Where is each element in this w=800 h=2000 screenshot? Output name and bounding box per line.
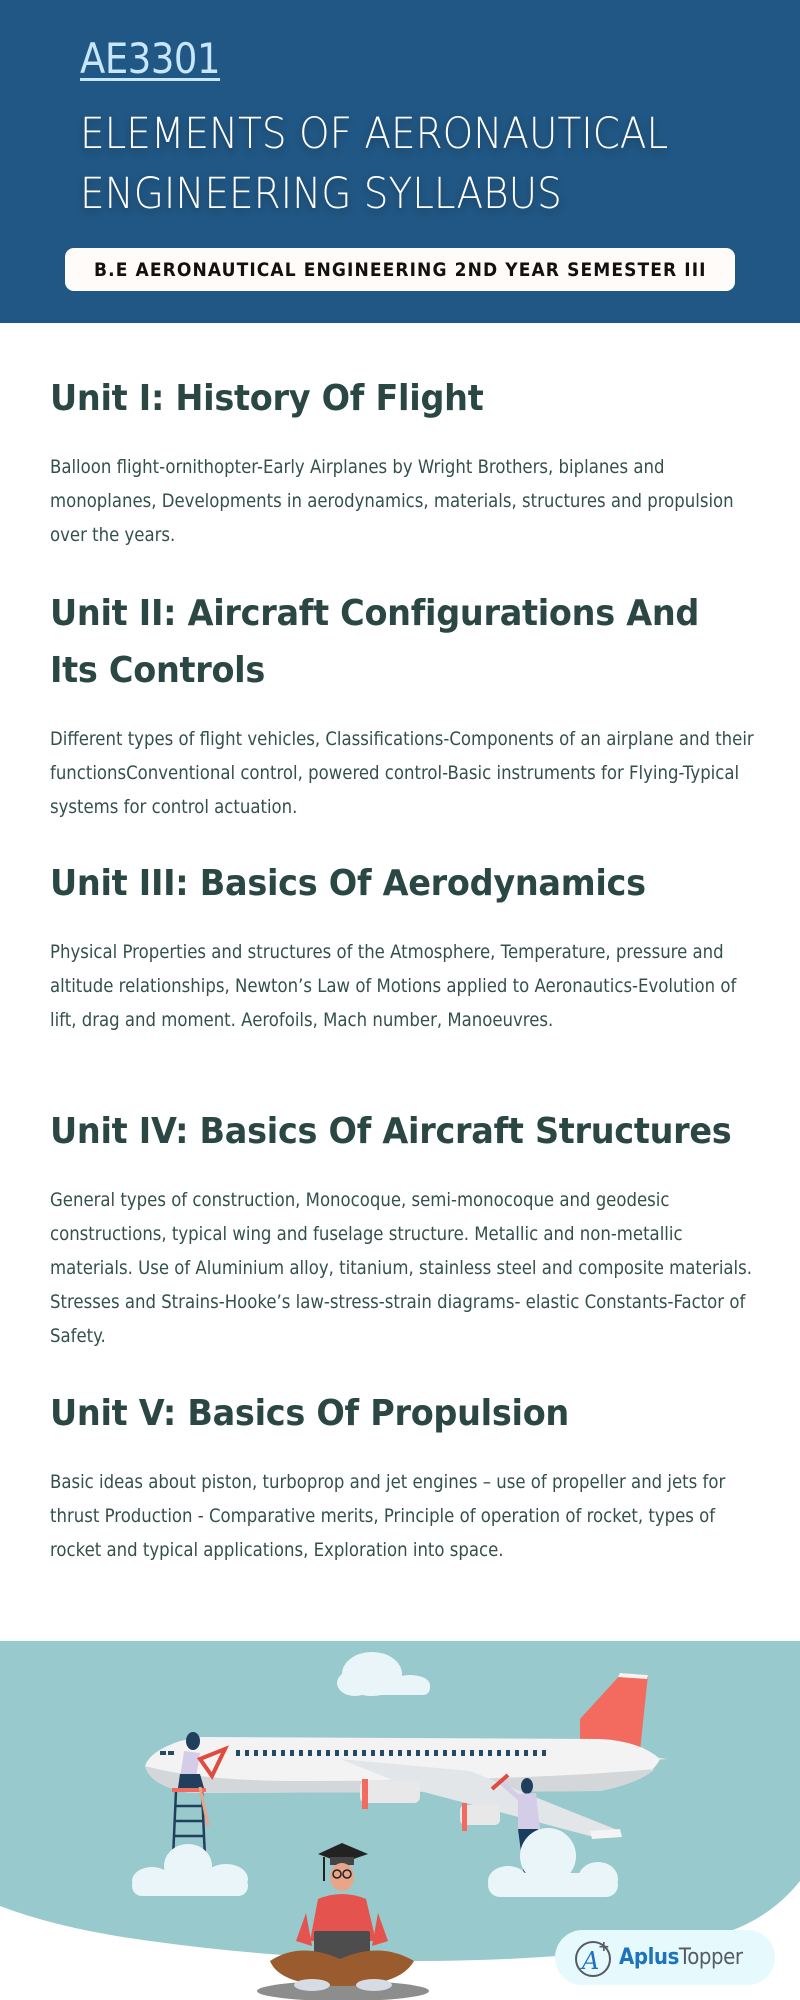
title-line-2: ENGINEERING SYLLABUS bbox=[80, 169, 562, 219]
unit-3-section bbox=[50, 855, 760, 1037]
unit-1-body: Balloon flight-ornithopter-Early Airplanes by Wright Brothers, biplanes and monoplanes, Developments in aerodynamics, materials, structures and propulsion over the years. bbox=[50, 456, 734, 546]
unit-1-section bbox=[50, 370, 760, 552]
aplus-logo-icon bbox=[573, 1937, 615, 1979]
unit-5-section bbox=[50, 1385, 760, 1567]
svg-text:A: A bbox=[582, 1946, 600, 1975]
unit-2-heading: Unit II: Aircraft Configurations And Its Controls bbox=[50, 593, 700, 691]
unit-1-heading: Unit I: History Of Flight bbox=[50, 378, 484, 419]
unit-5-heading: Unit V: Basics Of Propulsion bbox=[50, 1393, 569, 1434]
unit-4-heading: Unit IV: Basics Of Aircraft Structures bbox=[50, 1111, 732, 1152]
logo-wordmark: AplusTopper bbox=[619, 1945, 743, 1970]
svg-text:+: + bbox=[598, 1938, 610, 1955]
program-badge-label: B.E AERONAUTICAL ENGINEERING 2ND YEAR SEMESTER III bbox=[93, 258, 707, 281]
unit-3-body: Physical Properties and structures of the Atmosphere, Temperature, pressure and altitude relationships, Newton’s Law of Motions applied to Aeronautics-Evolution of lift, drag and moment. Aerofoils, Mach number, Manoeuvres. bbox=[50, 941, 737, 1031]
unit-5-body: Basic ideas about piston, turboprop and jet engines – use of propeller and jets for thrust Production - Comparative merits, Principle of operation of rocket, types of rocket and typical applications, Exploration into space. bbox=[50, 1471, 726, 1561]
aplustopper-logo[interactable] bbox=[555, 1930, 775, 1985]
unit-4-section bbox=[50, 1103, 760, 1353]
header-banner bbox=[0, 0, 800, 323]
unit-3-heading: Unit III: Basics Of Aerodynamics bbox=[50, 863, 646, 904]
title-line-1: ELEMENTS OF AERONAUTICAL bbox=[80, 109, 669, 159]
course-code-link[interactable]: AE3301 bbox=[80, 34, 221, 83]
page-title bbox=[80, 104, 714, 224]
unit-2-body: Different types of flight vehicles, Classifications-Components of an airplane and their functionsConventional control, powered control-Basic instruments for Flying-Typical systems for control actuation. bbox=[50, 728, 754, 818]
program-badge bbox=[65, 248, 735, 291]
unit-4-body: General types of construction, Monocoque, semi-monocoque and geodesic constructions, typical wing and fuselage structure. Metallic and non-metallic materials. Use of Aluminium alloy, titanium, stainless steel and composite materials. Stresses and Strains-Hooke’s law-stress-strain diagrams- elastic Constants-Factor of Safety. bbox=[50, 1189, 753, 1347]
unit-2-section bbox=[50, 585, 760, 824]
